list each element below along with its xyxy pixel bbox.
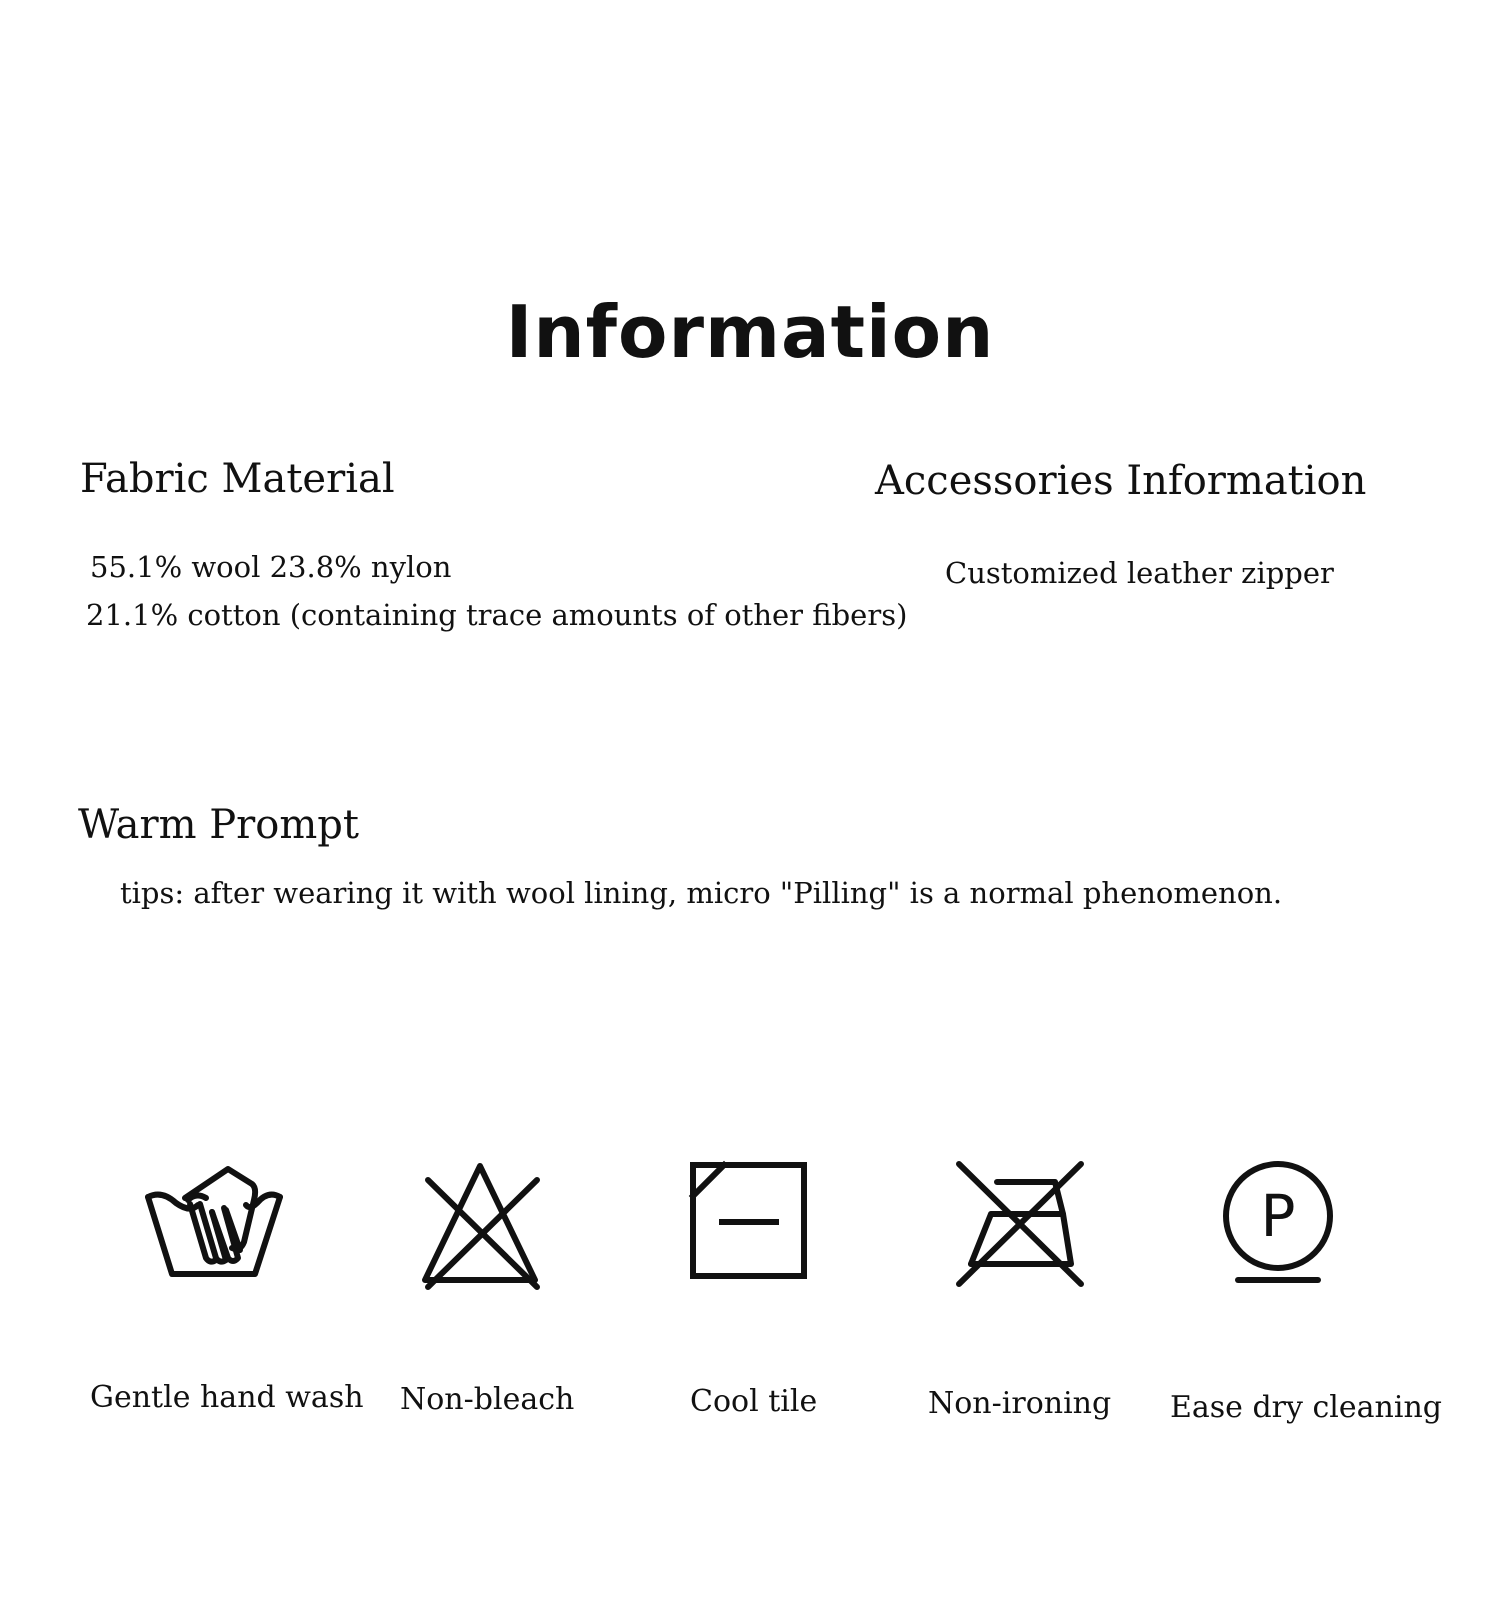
non-bleach-icon [420,1160,550,1295]
care-label-non-ironing: Non-ironing [928,1386,1112,1421]
hand-wash-icon [140,1160,290,1290]
non-ironing-icon [953,1156,1093,1291]
care-label-non-bleach: Non-bleach [400,1382,575,1417]
care-label-hand-wash: Gentle hand wash [90,1380,364,1415]
dry-cleaning-icon [1222,1158,1347,1288]
fabric-line-1: 55.1% wool 23.8% nylon [90,550,452,584]
warm-prompt-heading: Warm Prompt [78,802,359,848]
care-label-dry-cleaning: Ease dry cleaning [1170,1390,1442,1425]
cool-tile-icon [688,1160,813,1285]
warm-prompt-tip: tips: after wearing it with wool lining, micro "Pilling" is a normal phenomenon. [120,876,1283,910]
accessories-heading: Accessories Information [875,458,1367,504]
care-label-cool-tile: Cool tile [690,1384,818,1419]
accessories-text: Customized leather zipper [945,556,1334,590]
svg-text:P: P [1260,1182,1296,1250]
page-title: Information [505,290,995,374]
fabric-line-2: 21.1% cotton (containing trace amounts of other fibers) [86,598,908,632]
fabric-heading: Fabric Material [80,456,395,502]
